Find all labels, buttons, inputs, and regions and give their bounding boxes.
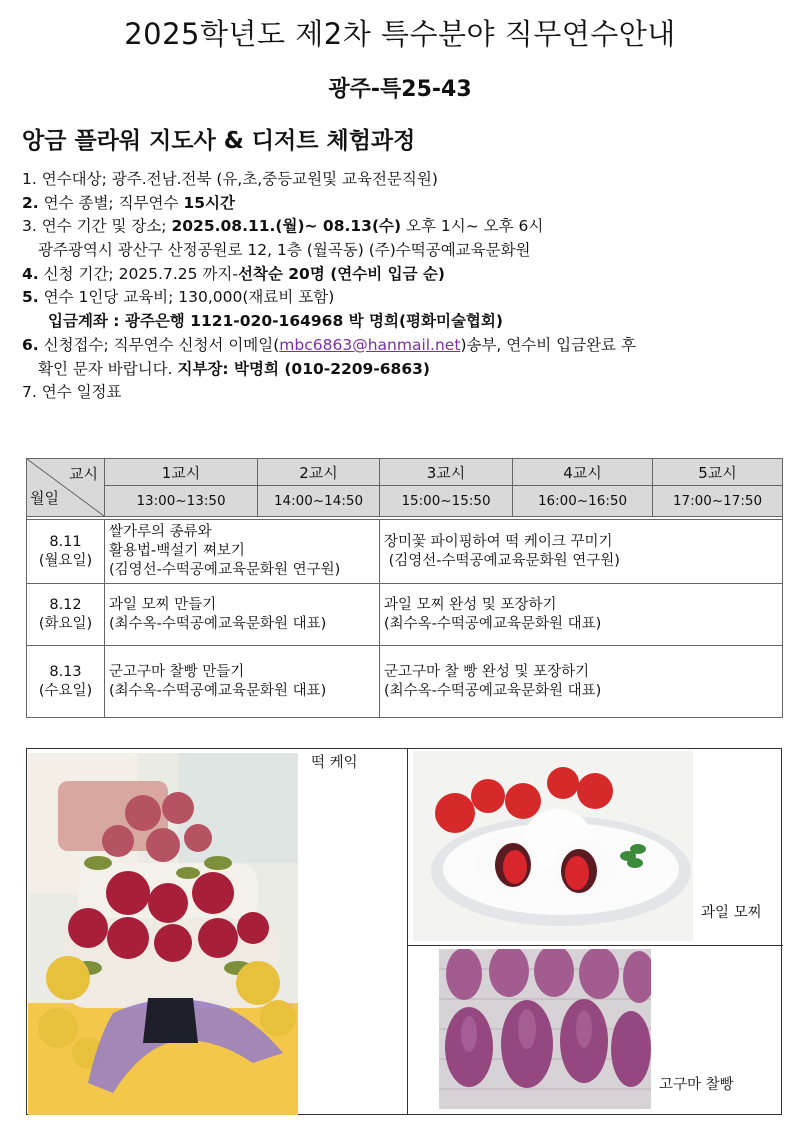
session-cell [380,646,783,718]
date-cell [27,584,105,646]
row-weekday: (수요일) [38,682,93,699]
row-date: 8.12 [49,596,82,613]
period-label: 5교시 [653,459,783,486]
session-line: 군고구마 찰빵 만들기 [109,663,245,680]
info-fee-text: 연수 1인당 교육비; 130,000(재료비 포함) [38,288,335,307]
session-cell [380,520,783,584]
info-period-dates: 2025.08.11.(월)~ 08.13(수) [171,217,402,236]
session-line: (김영선-수떡공예교육문화원 연구원) [384,552,620,569]
date-cell [27,520,105,584]
info-type [22,192,782,216]
info-contact-text: 확인 문자 바랍니다. [38,359,178,378]
session-line: (최수옥-수떡공예교육문화원 대표) [384,615,602,632]
date-cell [27,646,105,718]
table-row [27,646,783,718]
info-period-time: 오후 1시~ 오후 6시 [401,217,544,236]
session-line: (최수옥-수떡공예교육문화원 대표) [384,682,602,699]
info-period-label: 3. 연수 기간 및 장소; [22,217,172,236]
session-line: 쌀가루의 종류와 [109,524,212,540]
row-date: 8.11 [49,533,82,550]
info-application [22,334,782,358]
info-app-text: 신청접수; 직무연수 신청서 이메일( [38,335,280,354]
schedule-table [26,458,783,718]
photo-divider-vertical [407,749,408,1114]
schedule-time-row [27,486,783,517]
info-contact-person: 지부장: 박명희 (010-2209-6863) [177,359,430,378]
session-line: 과일 모찌 완성 및 포장하기 [384,596,557,613]
course-code: 광주-특25-43 [328,77,472,102]
mochi-caption: 과일 모찌 [701,905,762,921]
info-apply-num: 4. [22,264,39,283]
row-date: 8.13 [49,663,82,680]
info-type-num: 2. [22,193,39,212]
info-contact [22,358,782,382]
table-row [27,520,783,584]
table-row [27,584,783,646]
period-time: 15:00~15:50 [380,486,513,517]
session-line: (최수옥-수떡공예교육문화원 대표) [109,682,327,699]
period-time: 13:00~13:50 [105,486,258,517]
cake-photo [28,753,298,1115]
corner-period-label: 교시 [69,465,98,483]
session-cell [105,646,380,718]
photo-box [26,748,782,1115]
row-weekday: (화요일) [38,615,93,632]
info-app-text2: )송부, 연수비 입금완료 후 [460,335,636,354]
period-label: 3교시 [380,459,513,486]
schedule-header-row [27,459,783,486]
session-line: 활용법-백설기 쪄보기 [109,543,245,559]
session-line: 군고구마 찰 빵 완성 및 포장하기 [384,663,590,680]
info-schedule-heading: 7. 연수 일정표 [22,383,122,402]
cake-caption: 떡 케익 [311,755,358,771]
info-type-hours: 15시간 [183,193,235,212]
session-line: (김영선-수떡공예교육문화원 연구원) [109,562,341,578]
row-weekday: (월요일) [38,552,93,569]
session-cell [105,520,380,584]
info-bank-account: 입금계좌 : 광주은행 1121-020-164968 박 명희(평화미술협회) [48,312,503,331]
info-address: 광주광역시 광산구 산정공원로 12, 1층 (월곡동) (주)수떡공예교육문화원 [38,241,531,260]
page-title: 2025학년도 제2차 특수분야 직무연수안내 [124,17,676,51]
info-fee [22,286,782,310]
schedule-corner-cell [27,459,105,517]
period-time: 14:00~14:50 [258,486,380,517]
bread-photo [439,949,651,1109]
info-type-text: 연수 종별; 직무연수 [38,193,184,212]
session-line: 과일 모찌 만들기 [109,596,217,613]
session-cell [105,584,380,646]
info-target: 1. 연수대상; 광주.전남.전북 (유,초,중등교원및 교육전문직원) [22,170,438,188]
session-line: 장미꽃 파이핑하여 떡 케이크 꾸미기 [384,533,613,550]
period-time: 17:00~17:50 [653,486,783,517]
info-apply-limit: 선착순 20명 (연수비 입금 순) [237,264,445,283]
info-fee-num: 5. [22,288,39,307]
email-link[interactable]: mbc6863@hanmail.net [279,335,461,354]
info-apply-period [22,263,782,287]
period-label: 4교시 [513,459,653,486]
info-apply-text: 신청 기간; 2025.7.25 까지- [38,264,238,283]
info-list [22,168,782,405]
mochi-photo [413,751,693,941]
session-line: (최수옥-수떡공예교육문화원 대표) [109,615,327,632]
session-cell [380,584,783,646]
photo-divider-horizontal [407,945,783,946]
period-label: 1교시 [105,459,258,486]
period-label: 2교시 [258,459,380,486]
corner-date-label: 월일 [30,489,59,507]
period-time: 16:00~16:50 [513,486,653,517]
info-period [22,215,782,239]
course-name: 앙금 플라워 지도사 & 디저트 체험과정 [22,128,416,154]
bread-caption: 고구마 찰빵 [659,1077,734,1093]
info-app-num: 6. [22,335,39,354]
